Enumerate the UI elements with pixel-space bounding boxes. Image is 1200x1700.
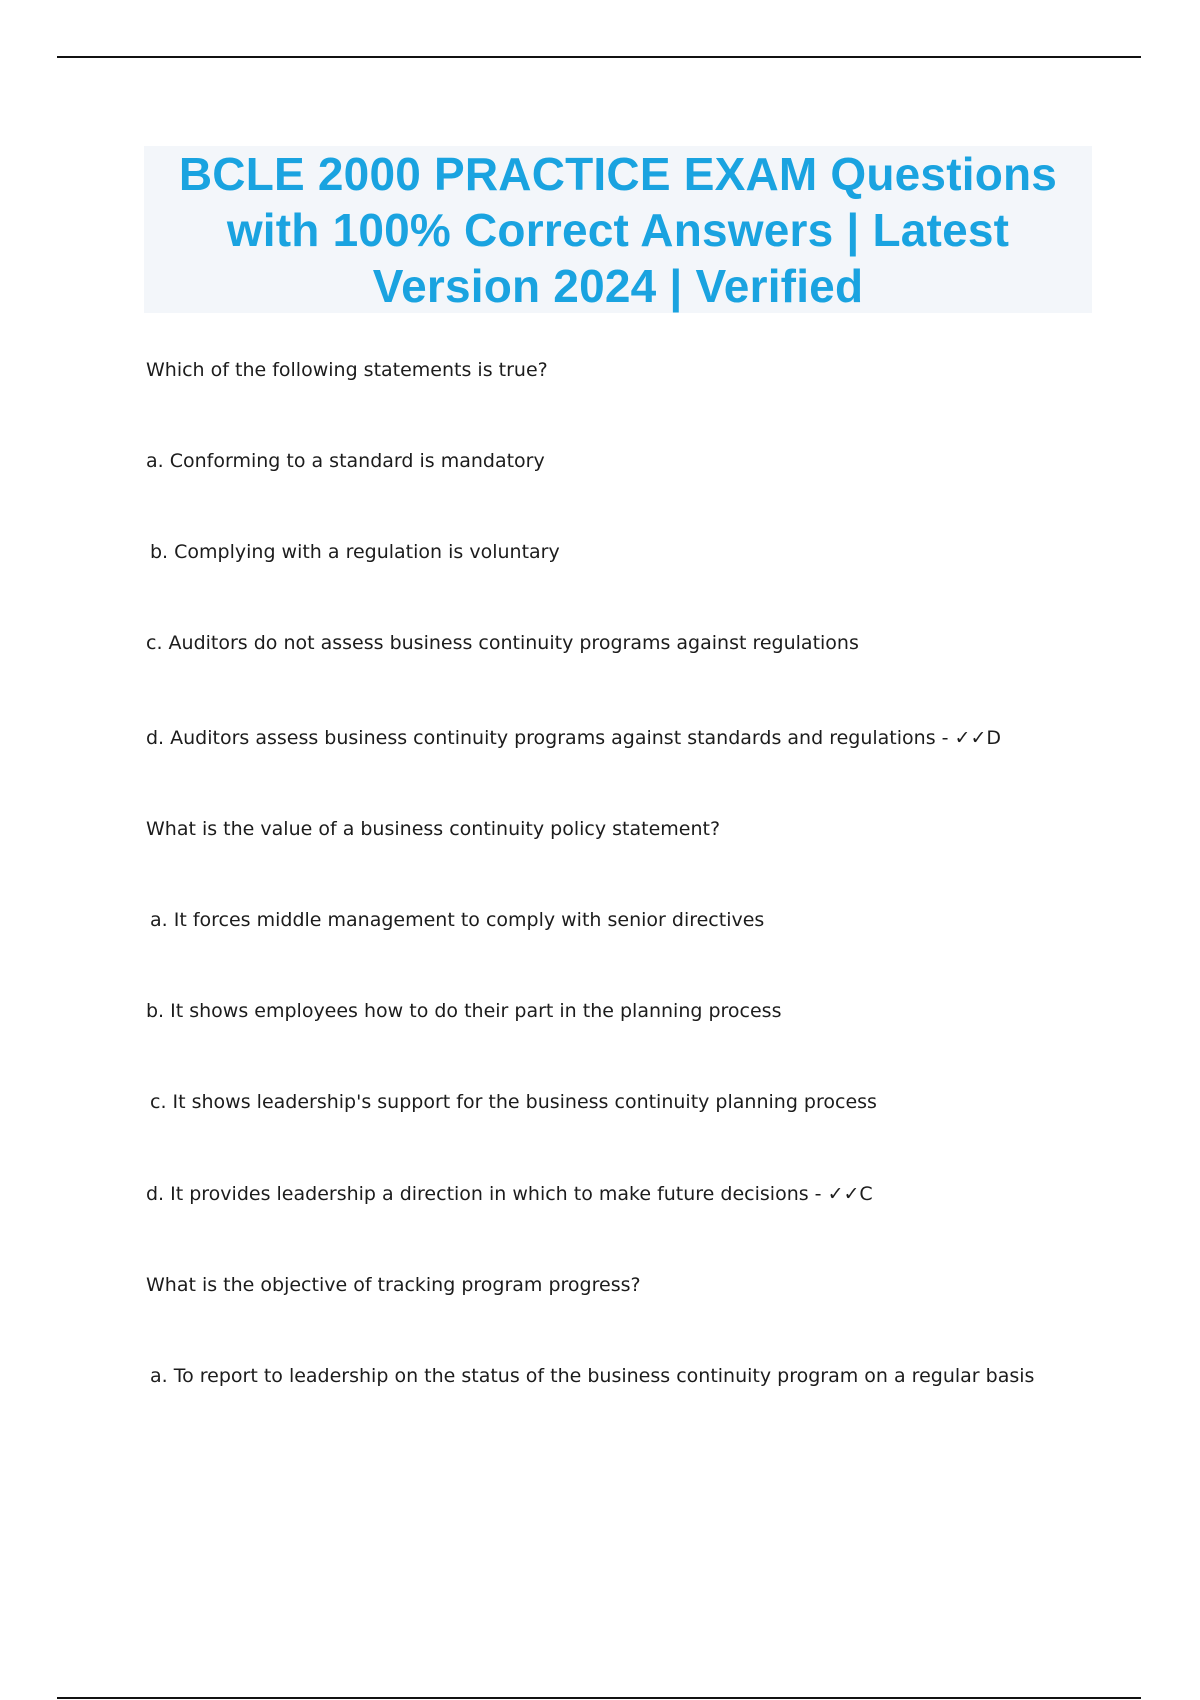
question-2-answer: C — [859, 1183, 873, 1205]
check-icon: ✓✓ — [827, 1183, 860, 1205]
question-1-answer: D — [986, 727, 1002, 749]
question-1-option-c: c. Auditors do not assess business continuity programs against regulations — [146, 632, 859, 654]
question-2-option-a: a. It forces middle management to comply with senior directives — [150, 909, 765, 931]
question-1-option-d — [146, 726, 1001, 750]
question-2-option-b: b. It shows employees how to do their part in the planning process — [146, 1000, 782, 1022]
question-2-prompt: What is the value of a business continuity policy statement? — [146, 818, 721, 840]
document-title: BCLE 2000 PRACTICE EXAM Questions with 100% Correct Answers | Latest Version 2024 | Verified — [178, 147, 1058, 312]
question-1-option-a: a. Conforming to a standard is mandatory — [146, 450, 545, 472]
question-2-option-d-text: d. It provides leadership a direction in which to make future decisions - — [146, 1183, 828, 1205]
check-icon: ✓✓ — [954, 727, 987, 749]
question-3-prompt: What is the objective of tracking program progress? — [146, 1274, 641, 1296]
question-1-prompt: Which of the following statements is true? — [146, 359, 548, 381]
question-2-option-c: c. It shows leadership's support for the business continuity planning process — [150, 1091, 877, 1113]
question-1-option-d-text: d. Auditors assess business continuity programs against standards and regulations - — [146, 727, 955, 749]
question-1-option-b: b. Complying with a regulation is voluntary — [150, 541, 560, 563]
bottom-rule — [57, 1697, 1141, 1699]
top-rule — [57, 56, 1141, 58]
question-2-option-d — [146, 1182, 873, 1206]
question-3-option-a: a. To report to leadership on the status of the business continuity program on a regular basis — [150, 1365, 1035, 1387]
title-banner — [144, 146, 1092, 313]
